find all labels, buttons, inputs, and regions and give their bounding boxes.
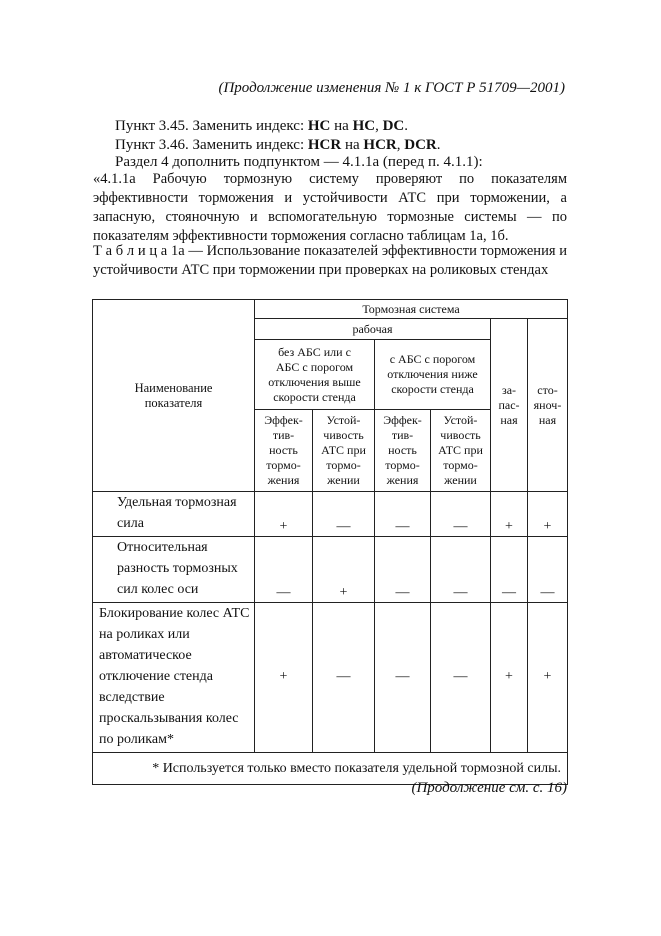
page-footer: (Продолжение см. с. 16)	[411, 780, 567, 796]
stability-header-1: Устой- чивость АТС при тормо- жении	[313, 410, 375, 492]
table-caption: Т а б л и ц а 1а — Использование показателей эффективности торможения и устойчивости АТС при торможении при проверках на роликовых стендах	[93, 243, 567, 278]
item-3-45: Пункт 3.45. Заменить индекс: НС на НС, DC.	[115, 118, 408, 134]
table-row	[93, 537, 568, 603]
mark-cell: +	[255, 492, 313, 537]
row-name: Блокирование колес АТС на роликах или автоматическое отключение стенда вследствие проскальзывания колес по роликам*	[93, 603, 255, 753]
param-header: Наименование показателя	[93, 300, 255, 492]
indicators-table	[92, 299, 568, 785]
mark-cell: —	[431, 537, 491, 603]
efficiency-header-1: Эффек- тив- ность тормо- жения	[255, 410, 313, 492]
mark-cell: +	[528, 603, 568, 753]
item-3-46: Пункт 3.46. Заменить индекс: HCR на HCR, DCR.	[115, 137, 441, 153]
mark-cell: —	[313, 603, 375, 753]
reserve-header: за- пас- ная	[491, 319, 528, 492]
mark-cell: +	[491, 603, 528, 753]
mark-cell: +	[255, 603, 313, 753]
mark-cell: +	[528, 492, 568, 537]
row-name: Удельная тормозная сила	[93, 492, 255, 537]
working-header: рабочая	[255, 319, 491, 340]
item-section-4: Раздел 4 дополнить подпунктом — 4.1.1а (перед п. 4.1.1):	[115, 154, 483, 170]
mark-cell: —	[431, 492, 491, 537]
system-header: Тормозная система	[255, 300, 568, 319]
without-abs-header: без АБС или с АБС с порогом отключения выше скорости стенда	[255, 340, 375, 410]
mark-cell: +	[313, 537, 375, 603]
mark-cell: —	[313, 492, 375, 537]
clause-4-1-1a: «4.1.1а Рабочую тормозную систему проверяют по показателям эффективности торможения и устойчивости АТС при торможении, а запасную, стояночную и вспомогательную тормозные системы — по показателям эффективности торможения согласно таблицам 1а, 1б.	[93, 171, 567, 244]
mark-cell: —	[491, 537, 528, 603]
mark-cell: —	[255, 537, 313, 603]
row-name: Относительная разность тормозных сил колес оси	[93, 537, 255, 603]
table-row	[93, 603, 568, 753]
mark-cell: —	[375, 603, 431, 753]
mark-cell: —	[375, 537, 431, 603]
mark-cell: —	[375, 492, 431, 537]
efficiency-header-2: Эффек- тив- ность тормо- жения	[375, 410, 431, 492]
table-footnote: * Используется только вместо показателя удельной тормозной силы.	[93, 753, 568, 785]
page-header: (Продолжение изменения № 1 к ГОСТ Р 51709—2001)	[218, 80, 565, 96]
with-abs-header: с АБС с порогом отключения ниже скорости стенда	[375, 340, 491, 410]
mark-cell: +	[491, 492, 528, 537]
parking-header: сто- яноч- ная	[528, 319, 568, 492]
table-row	[93, 492, 568, 537]
mark-cell: —	[431, 603, 491, 753]
mark-cell: —	[528, 537, 568, 603]
stability-header-2: Устой- чивость АТС при тормо- жении	[431, 410, 491, 492]
